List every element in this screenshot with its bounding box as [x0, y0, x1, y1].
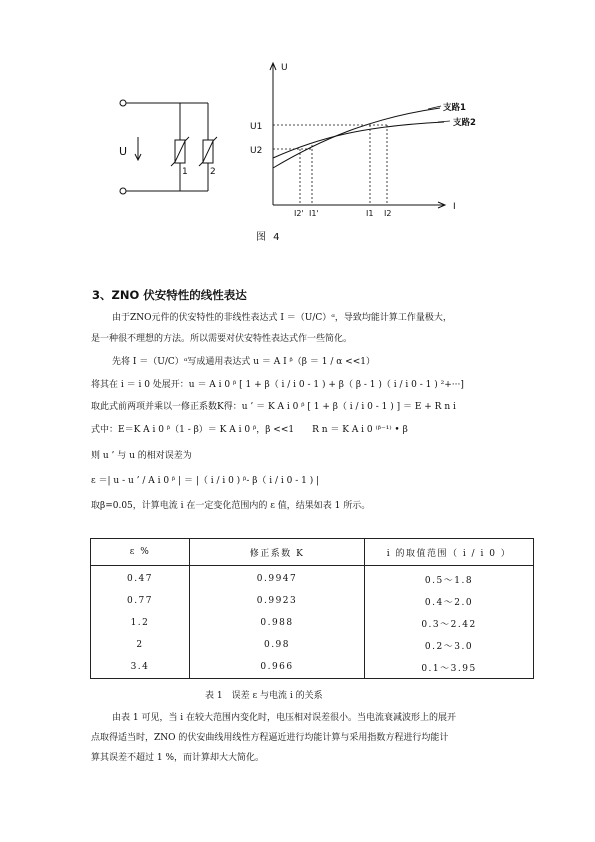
table-row	[91, 566, 534, 591]
x-axis-label: I	[453, 202, 456, 212]
section-heading: 3、ZNO 伏安特性的线性表达	[92, 288, 247, 302]
table-caption: 表 1 误差 ε 与电流 i 的关系	[205, 691, 323, 701]
u1-label: U1	[250, 122, 263, 132]
table-cell: 3.4	[91, 656, 190, 679]
table-cell: 0.98	[190, 634, 365, 656]
body-line-5: 取此式前两项并乘以一修正系数K得：u ’ ＝ K A i 0 ᵝ [ 1 + β（ i / i 0 - 1 ) ] ＝ E + R n i	[91, 402, 456, 412]
table-cell: 0.47	[91, 566, 190, 591]
table-cell: 0.988	[190, 612, 365, 634]
conclusion-line-2: 点取得适当时，ZNO 的伏安曲线用线性方程逼近进行均能计算与采用指数方程进行均能计	[91, 733, 449, 743]
conclusion-paragraph	[91, 708, 523, 768]
body-line-8: ε ＝| u - u ’ / A i 0 ᵝ | ＝ |（ i / i 0 ) ᵝ- β（ i / i 0 - 1 ) |	[91, 476, 320, 486]
table-cell: 0.2～3.0	[365, 634, 534, 656]
guide-lines	[273, 125, 387, 205]
x-tick-i1: I1	[366, 209, 374, 218]
body-line-6: 式中：E＝K A i 0 ᵝ（1 - β）＝ K A i 0 ᵝ，β <<1 R n ＝ K A i 0 ⁽ᵝ⁻¹⁾ • β	[91, 425, 408, 435]
body-line-7: 则 u ’ 与 u 的相对误差为	[91, 451, 192, 461]
table-row	[91, 634, 534, 656]
table-row	[91, 590, 534, 612]
body-line-1: 由于ZNO元件的伏安特性的非线性表达式 I ＝（U/C）ᵅ，导致均能计算工作量极大，	[112, 313, 452, 323]
body-line-9: 取β=0.05，计算电流 i 在一定变化范围内的 ε 值，结果如表 1 所示。	[91, 501, 371, 511]
u2-label: U2	[250, 146, 263, 156]
terminal-top	[120, 100, 126, 106]
table-cell: 0.77	[91, 590, 190, 612]
circuit-voltage-label: U	[119, 145, 128, 158]
error-table	[90, 538, 534, 679]
table-cell: 0.3～2.42	[365, 612, 534, 634]
table-header-range: i 的取值范围（ i / i 0 ）	[365, 539, 534, 566]
body-line-4: 将其在 i ＝ i 0 处展开：u ＝ A i 0 ᵝ [ 1 + β（ i / i 0 - 1 ) + β（ β - 1 )（ i / i 0 - 1 ) ²+···]	[91, 380, 464, 390]
table-cell: 2	[91, 634, 190, 656]
table-cell: 0.9947	[190, 566, 365, 591]
figure-4	[0, 0, 595, 250]
curve-2-label: 支路2	[453, 118, 476, 128]
figure-caption: 图 4	[256, 232, 282, 243]
table-cell: 0.9923	[190, 590, 365, 612]
body-line-3: 先将 I ＝（U/C）ᵅ写成通用表达式 u ＝ A I ᵝ（β ＝ 1 / α <<1）	[112, 357, 375, 367]
branch-2-label: 2	[210, 167, 216, 177]
x-tick-i2: I2	[384, 209, 392, 218]
table-header-row	[91, 539, 534, 566]
table-header-k: 修正系数 K	[190, 539, 365, 566]
x-tick-i2-prime: I2'	[294, 209, 304, 218]
conclusion-line-1: 由表 1 可见，当 i 在较大范围内变化时，电压相对误差很小。当电流衰减波形上的展开	[112, 713, 457, 723]
table-cell: 0.4～2.0	[365, 590, 534, 612]
body-line-2: 是一种很不理想的方法。所以需要对伏安特性表达式作一些简化。	[91, 334, 353, 344]
conclusion-line-3: 算其误差不超过 1 %，而计算却大大简化。	[91, 753, 265, 763]
table-cell: 0.5～1.8	[365, 566, 534, 591]
table-cell: 1.2	[91, 612, 190, 634]
terminal-bottom	[120, 188, 126, 194]
plot-axes	[270, 63, 445, 208]
x-tick-i1-prime: I1'	[309, 209, 319, 218]
y-axis-label: U	[281, 63, 288, 73]
leader-branch-2	[438, 121, 450, 122]
branch-1-label: 1	[182, 167, 188, 177]
table-row	[91, 656, 534, 679]
curve-branch-1	[273, 108, 440, 168]
table-cell: 0.1～3.95	[365, 656, 534, 679]
table-header-epsilon: ε %	[91, 539, 190, 566]
circuit-diagram	[120, 100, 217, 194]
table-row	[91, 612, 534, 634]
figure-4-drawing	[0, 0, 595, 250]
curve-1-label: 支路1	[443, 103, 466, 113]
table-cell: 0.966	[190, 656, 365, 679]
